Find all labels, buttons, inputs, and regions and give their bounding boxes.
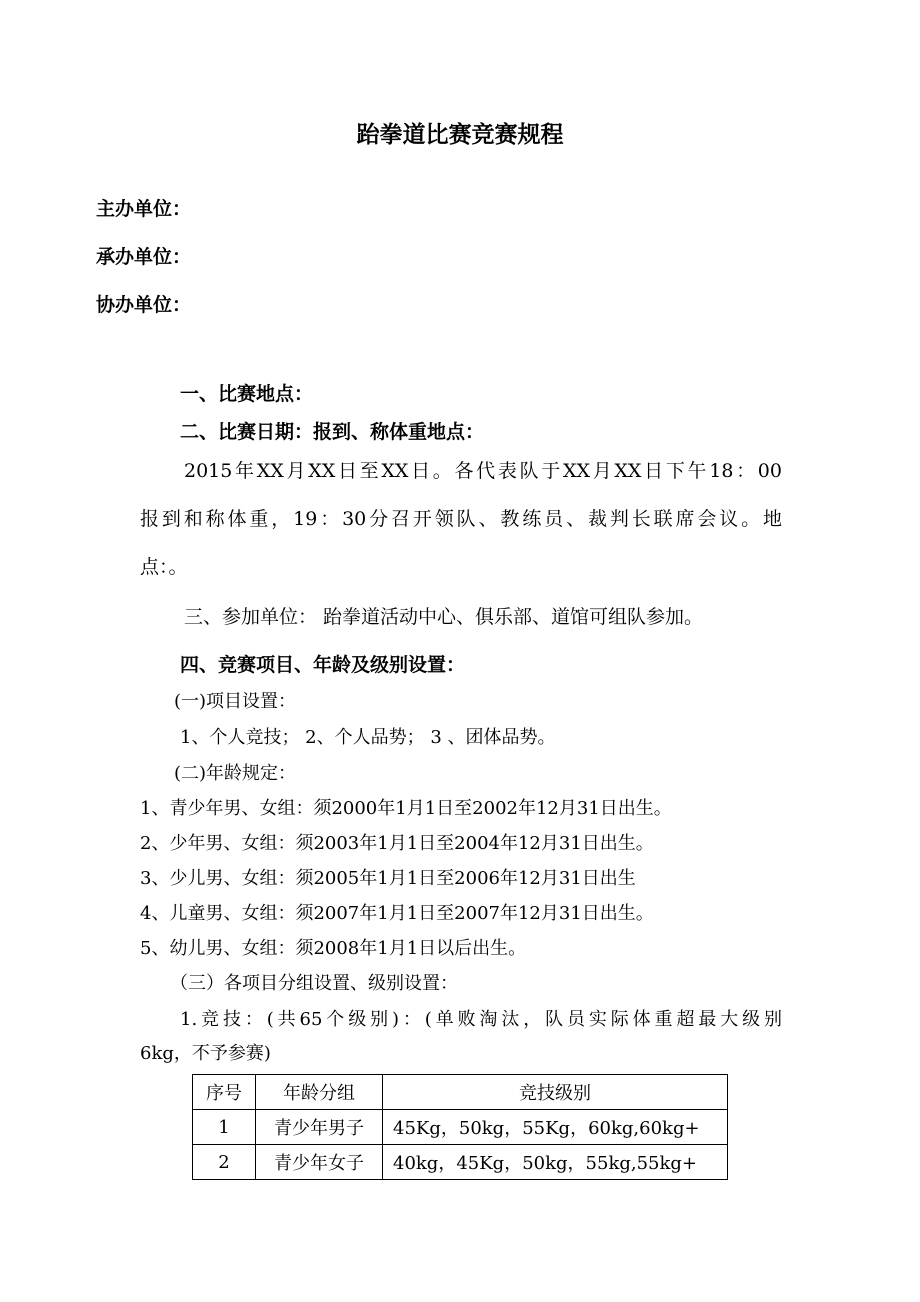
cell-index: 1 — [193, 1110, 256, 1145]
age-rule-item: 2、少年男、女组：须2003年1月1日至2004年12月31日出生。 — [140, 833, 654, 854]
section-date: 二、比赛日期：报到、称体重地点： — [180, 421, 485, 443]
header-cell-index: 序号 — [193, 1075, 256, 1110]
page-title: 跆拳道比赛竞赛规程 — [356, 122, 564, 148]
table-row — [193, 1145, 728, 1180]
date-paragraph-line-3: 点：。 — [140, 556, 188, 578]
compete-paragraph-line-2: 6kg，不予参赛) — [140, 1043, 271, 1064]
age-rule-item: 5、幼儿男、女组：须2008年1月1日以后出生。 — [140, 938, 527, 959]
compete-paragraph-line-1: 1.竞技：(共65个级别)：(单败淘汰，队员实际体重超最大级别 — [180, 1009, 782, 1030]
assistant-unit-label: 协办单位： — [96, 294, 192, 316]
groups-heading: （三）各项目分组设置、级别设置： — [170, 973, 458, 994]
cell-age-group: 青少年男子 — [256, 1110, 383, 1145]
header-cell-age-group: 年龄分组 — [256, 1075, 383, 1110]
host-unit-label: 主办单位： — [96, 198, 192, 220]
age-rule-item: 3、少儿男、女组：须2005年1月1日至2006年12月31日出生 — [140, 868, 636, 889]
date-paragraph-line-1: 2015年XX月XX日至XX日。各代表队于XX月XX日下午18：00 — [184, 460, 782, 482]
undertaker-unit-label: 承办单位： — [96, 246, 192, 268]
age-heading: (二)年龄规定： — [174, 763, 297, 784]
date-paragraph-line-2: 报到和称体重，19：30分召开领队、教练员、裁判长联席会议。地 — [140, 508, 782, 530]
items-heading: (一)项目设置： — [174, 691, 297, 712]
age-rule-item: 4、儿童男、女组：须2007年1月1日至2007年12月31日出生。 — [140, 903, 654, 924]
header-cell-weight-class: 竞技级别 — [383, 1075, 728, 1110]
cell-weight-class: 40kg，45Kg，50kg，55kg,55kg+ — [383, 1145, 728, 1180]
age-rule-item: 1、青少年男、女组：须2000年1月1日至2002年12月31日出生。 — [140, 798, 672, 819]
cell-weight-class: 45Kg，50kg，55Kg，60kg,60kg+ — [383, 1110, 728, 1145]
cell-age-group: 青少年女子 — [256, 1145, 383, 1180]
cell-index: 2 — [193, 1145, 256, 1180]
items-list: 1、个人竞技； 2、个人品势； 3 、团体品势。 — [180, 727, 556, 748]
section-venue: 一、比赛地点： — [180, 383, 314, 405]
section-participants: 三、参加单位： 跆拳道活动中心、俱乐部、道馆可组队参加。 — [184, 606, 704, 628]
section-events: 四、竞赛项目、年龄及级别设置： — [180, 654, 466, 676]
table-header-row — [193, 1075, 728, 1110]
table-row — [193, 1110, 728, 1145]
weight-class-table — [192, 1074, 728, 1180]
